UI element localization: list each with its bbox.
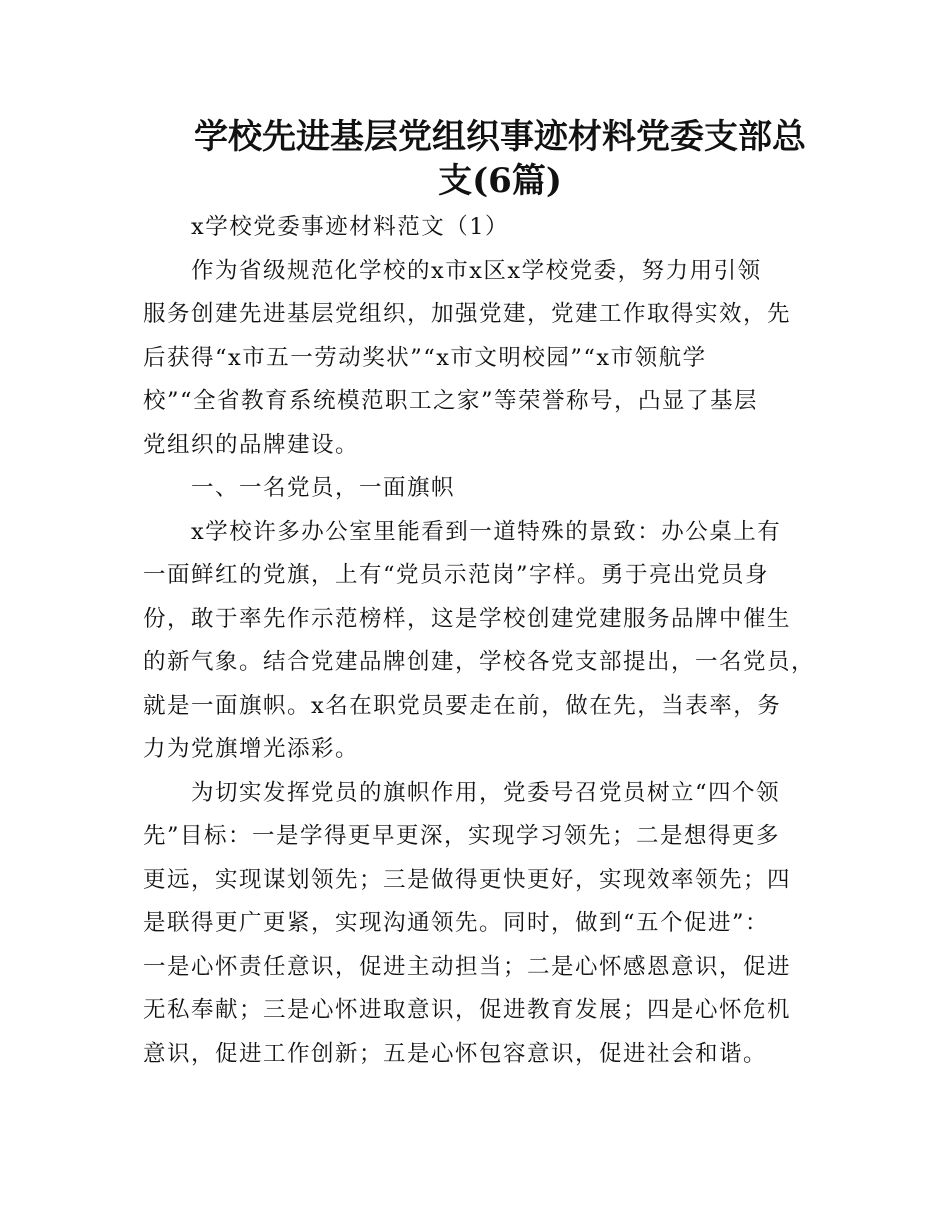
- paragraph-line: 先”目标：一是学得更早更深，实现学习领先；二是想得更多: [143, 823, 781, 849]
- paragraph-line: 党组织的品牌建设。: [143, 431, 360, 458]
- paragraph-line: 力为党旗增光添彩。: [143, 736, 360, 762]
- section-heading: x学校党委事迹材料范文（1）: [191, 214, 510, 240]
- paragraph-line: 校”“全省教育系统模范职工之家”等荣誉称号，凸显了基层: [143, 388, 759, 414]
- title-line-2: 支(6篇): [438, 160, 562, 201]
- paragraph-line: 份，敢于率先作示范榜样，这是学校创建党建服务品牌中催生: [143, 605, 792, 632]
- paragraph-line: 一是心怀责任意识，促进主动担当；二是心怀感恩意识，促进: [143, 953, 792, 980]
- paragraph-line: 的新气象。结合党建品牌创建，学校各党支部提出，一名党员，: [143, 649, 816, 675]
- paragraph-line: 作为省级规范化学校的x市x区x学校党委，努力用引领: [191, 257, 762, 284]
- document-body: [143, 206, 816, 1076]
- paragraph-line: 后获得“x市五一劳动奖状”“x市文明校园”“x市领航学: [143, 344, 707, 371]
- paragraph-line: 意识，促进工作创新；五是心怀包容意识，促进社会和谐。: [143, 1040, 768, 1067]
- paragraph-line: 无私奉献；三是心怀进取意识，促进教育发展；四是心怀危机: [143, 997, 792, 1023]
- paragraph-line: x学校许多办公室里能看到一道特殊的景致：办公桌上有: [191, 518, 782, 545]
- paragraph-line: 更远，实现谋划领先；三是做得更快更好，实现效率领先；四: [143, 866, 792, 893]
- paragraph-line: 为切实发挥党员的旗帜作用，党委号召党员树立“四个领: [191, 779, 781, 806]
- paragraph-line: 服务创建先进基层党组织，加强党建，党建工作取得实效，先: [143, 301, 792, 327]
- document-title: [140, 114, 860, 201]
- subsection-heading: 一、一名党员，一面旗帜: [191, 475, 456, 501]
- paragraph-line: 是联得更广更紧，实现沟通领先。同时，做到“五个促进”：: [143, 910, 770, 936]
- paragraph-line: 一面鲜红的党旗，上有“党员示范岗”字样。勇于亮出党员身: [143, 562, 770, 588]
- title-line-1: 学校先进基层党组织事迹材料党委支部总: [194, 117, 806, 157]
- paragraph-line: 就是一面旗帜。x名在职党员要走在前，做在先，当表率，务: [143, 692, 782, 719]
